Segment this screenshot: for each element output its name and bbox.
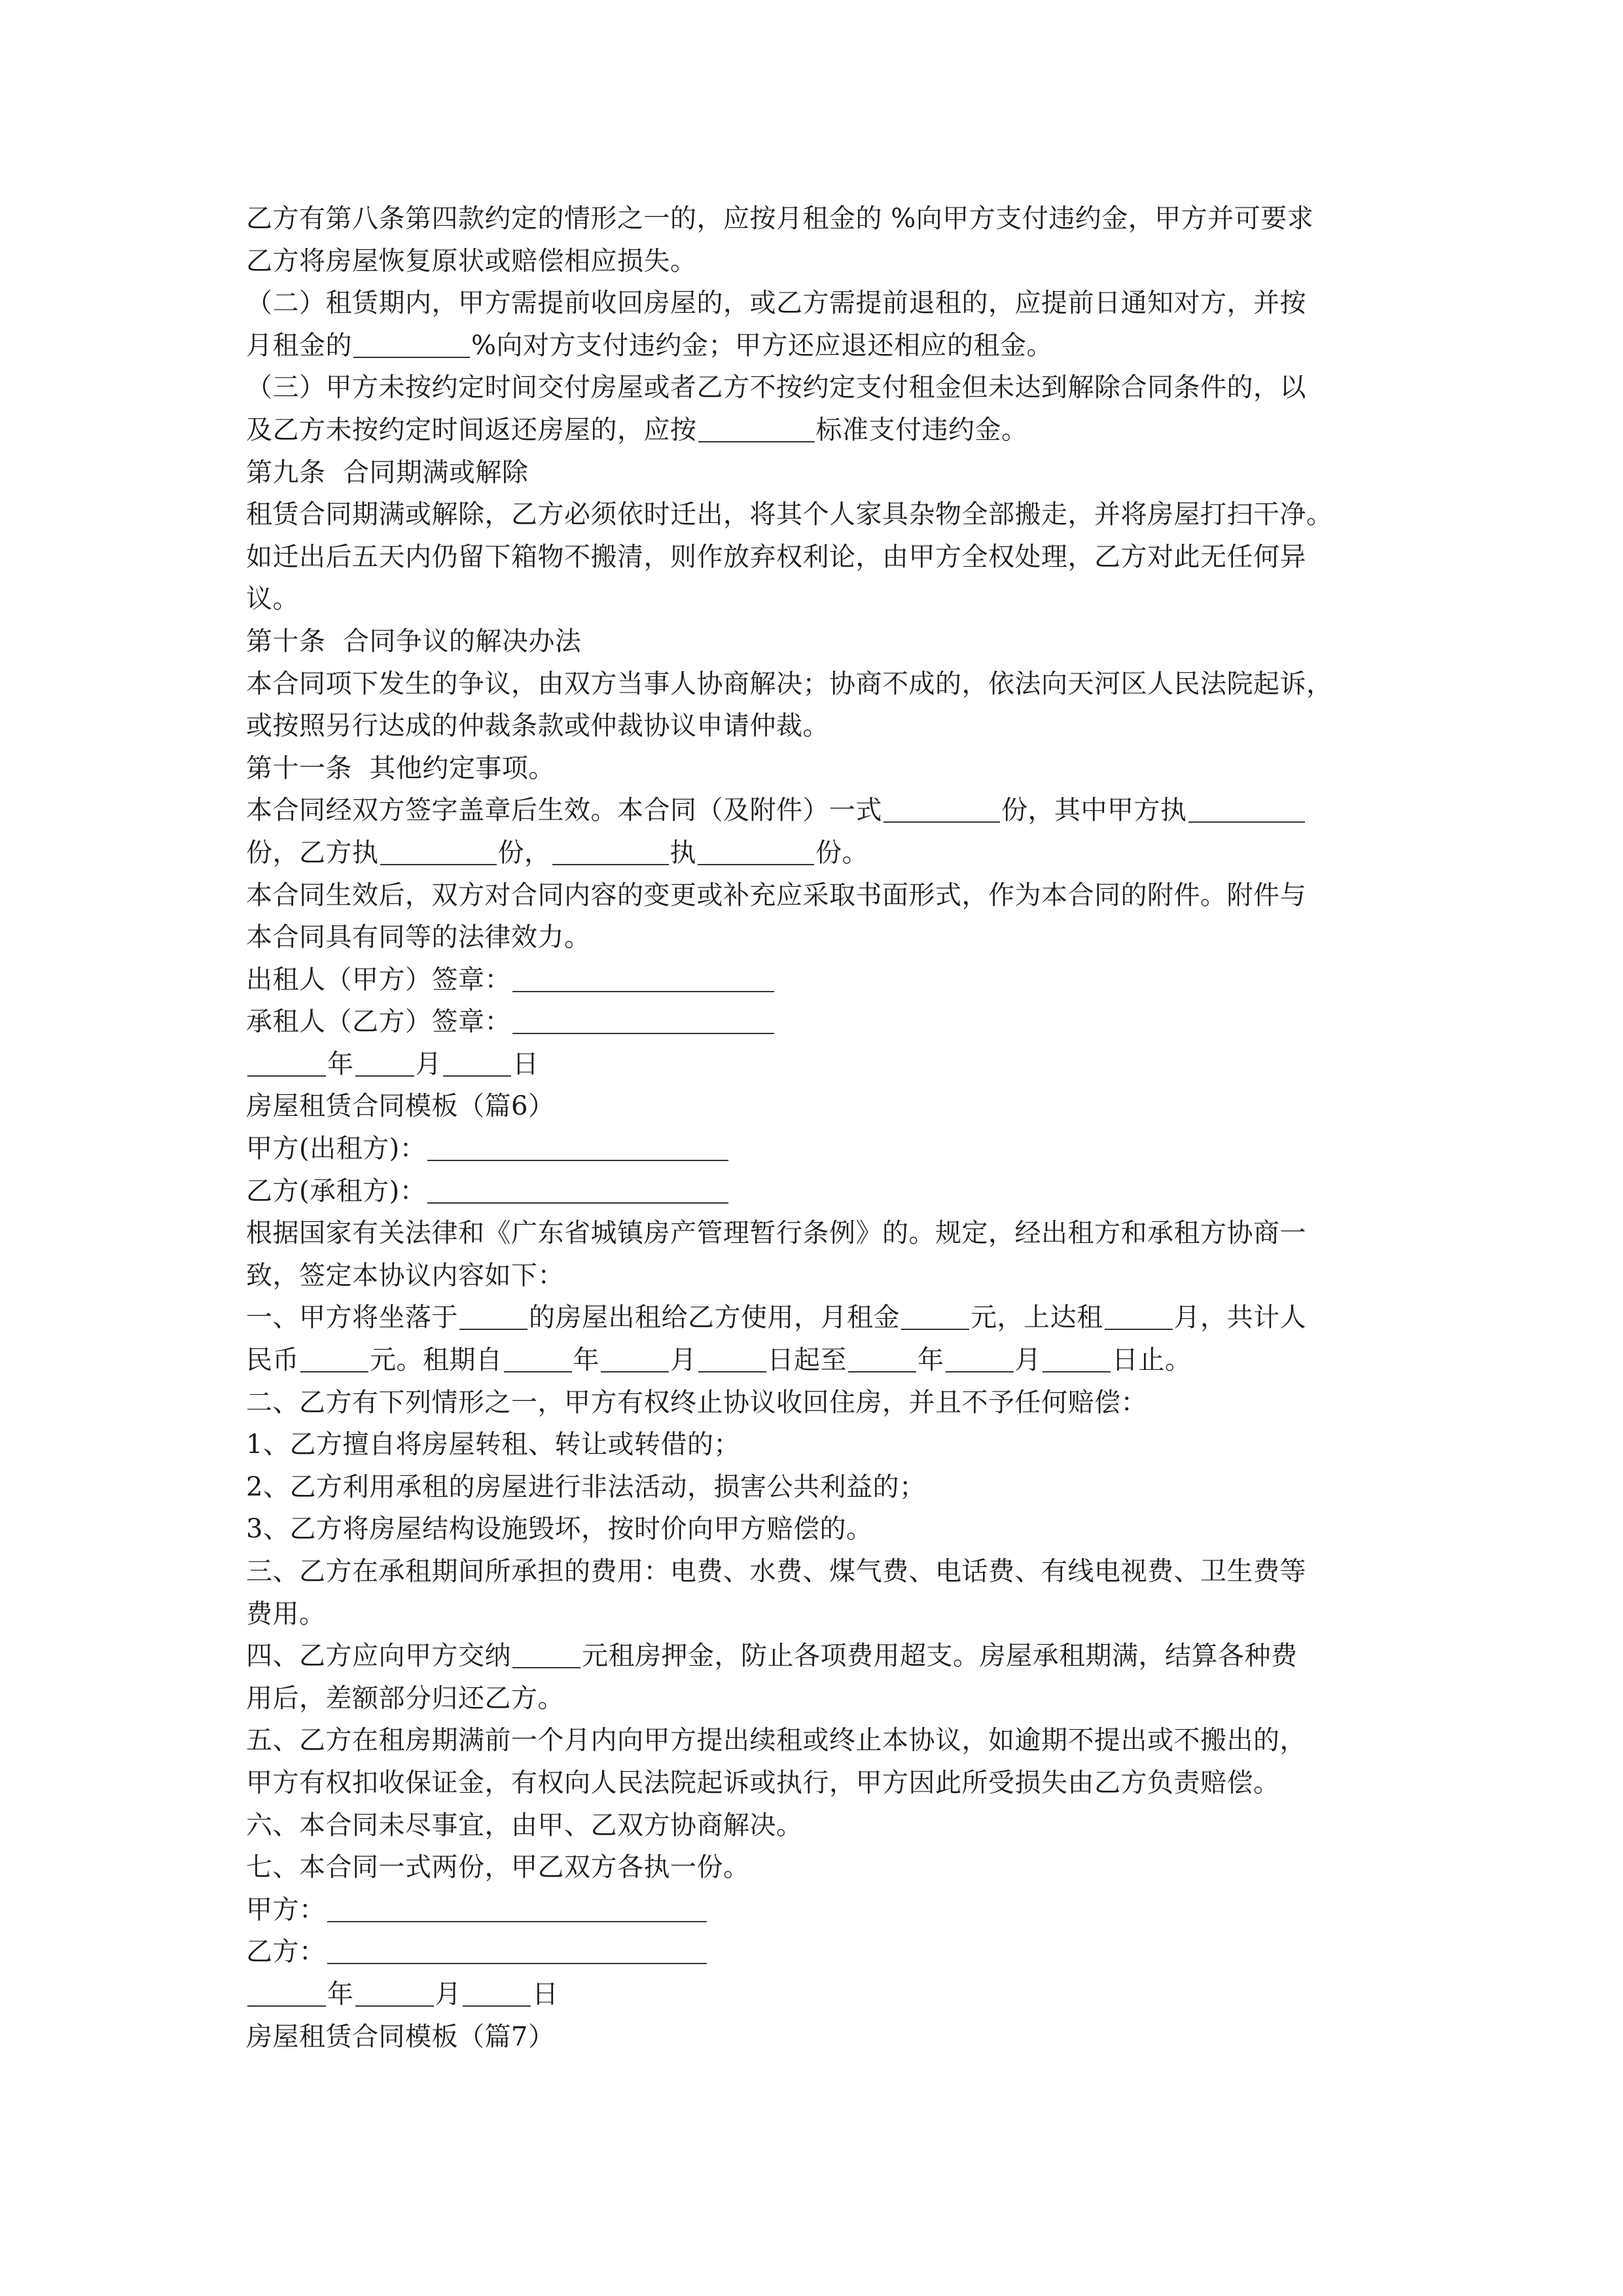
fill-blank: [698, 416, 815, 442]
line-text: 第九条 合同期满或解除: [246, 457, 529, 488]
line-text: 月: [670, 1345, 697, 1376]
line-text: 或按照另行达成的仲裁条款或仲裁协议申请仲裁。: [246, 711, 829, 742]
paragraph-line: [246, 240, 1385, 283]
fill-blank: [380, 839, 497, 865]
paragraph-line: [246, 493, 1385, 536]
paragraph-line: [246, 1212, 1385, 1255]
line-text: （二）租赁期内，甲方需提前收回房屋的，或乙方需提前退租的，应提前日通知对方，并按: [246, 288, 1306, 319]
line-text: 七、本合同一式两份，甲乙双方各执一份。: [246, 1852, 750, 1883]
line-text: 房屋租赁合同模板（篇6）: [246, 1091, 555, 1122]
day-blank: [463, 1981, 531, 2007]
paragraph-line: [246, 1593, 1385, 1636]
line-text: 月，共计人: [1173, 1302, 1306, 1333]
paragraph-line: [246, 789, 1385, 832]
line-text: 民币: [246, 1345, 299, 1376]
fill-blank: [1043, 1346, 1111, 1372]
line-text: 份。: [815, 837, 868, 868]
list-item: [246, 1424, 1385, 1466]
party-blank: [427, 1177, 728, 1204]
line-text: 本合同具有同等的法律效力。: [246, 922, 591, 953]
article-heading: [246, 620, 1385, 663]
line-text: 日: [512, 1049, 539, 1079]
line-text: 乙方将房屋恢复原状或赔偿相应损失。: [246, 245, 697, 276]
line-text: 份，其中甲方执: [1001, 795, 1187, 826]
line-text: 份，乙方执: [246, 837, 379, 868]
signature-blank: [327, 1938, 707, 1964]
line-text: 房屋租赁合同模板（篇7）: [246, 2021, 555, 2052]
line-text: 甲方有权扣收保证金，有权向人民法院起诉或执行，甲方因此所受损失由乙方负责赔偿。: [246, 1767, 1280, 1798]
fill-blank: [848, 1346, 916, 1372]
paragraph-line: [246, 916, 1385, 959]
line-text: 致，签定本协议内容如下：: [246, 1260, 564, 1291]
line-text: 元，上达租: [971, 1302, 1103, 1333]
line-text: 份，: [497, 837, 551, 868]
line-text: 元。租期自: [370, 1345, 503, 1376]
line-text: 五、乙方在租房期满前一个月内向甲方提出续租或终止本协议，如逾期不提出或不搬出的，: [246, 1725, 1306, 1756]
fill-blank: [512, 1642, 580, 1668]
fill-blank: [946, 1346, 1014, 1372]
paragraph-line: [246, 1677, 1385, 1720]
month-blank: [355, 1050, 414, 1077]
paragraph-line: [246, 1804, 1385, 1847]
section-title: [246, 2016, 1385, 2058]
fill-blank: [1105, 1304, 1173, 1330]
list-item: [246, 1508, 1385, 1551]
paragraph-line: [246, 1551, 1385, 1593]
line-text: 标准支付违约金。: [815, 414, 1028, 445]
line-text: 根据国家有关法律和《广东省城镇房产管理暂行条例》的。规定，经出租方和承租方协商一: [246, 1218, 1306, 1249]
paragraph-line: [246, 832, 1385, 874]
party-blank: [427, 1135, 728, 1161]
fill-blank: [1188, 797, 1305, 823]
paragraph-line: [246, 536, 1385, 579]
line-text: 月: [435, 1979, 461, 2009]
fill-blank: [901, 1304, 969, 1330]
signature-line-party-a: [246, 1889, 1385, 1931]
line-text: 租赁合同期满或解除，乙方必须依时迁出，将其个人家具杂物全部搬走，并将房屋打扫干净。: [246, 499, 1333, 530]
line-text: 日起至: [767, 1345, 847, 1376]
line-text: 三、乙方在承租期间所承担的费用：电费、水费、煤气费、电话费、有线电视费、卫生费等: [246, 1556, 1306, 1587]
fill-blank: [601, 1346, 669, 1372]
date-line: [246, 1973, 1385, 2016]
line-text: 年: [327, 1049, 354, 1079]
fill-blank: [698, 1346, 766, 1372]
paragraph-line: [246, 1635, 1385, 1677]
fill-blank: [459, 1304, 527, 1330]
line-text: 年: [573, 1345, 599, 1376]
article-heading: [246, 452, 1385, 494]
line-text: 乙方有第八条第四款约定的情形之一的，应按月租金的 %向甲方支付违约金，甲方并可要求: [246, 204, 1314, 234]
line-text: 乙方：: [246, 1937, 326, 1967]
paragraph-line: [246, 282, 1385, 325]
line-text: 甲方(出租方)：: [246, 1134, 427, 1164]
fill-blank: [353, 332, 470, 358]
line-text: 本合同经双方签字盖章后生效。本合同（及附件）一式: [246, 795, 882, 826]
line-text: 议。: [246, 584, 299, 615]
day-blank: [443, 1050, 511, 1077]
line-text: 二、乙方有下列情形之一，甲方有权终止协议收回住房，并且不予任何赔偿：: [246, 1387, 1147, 1418]
paragraph-line: [246, 1297, 1385, 1339]
line-text: 第十一条 其他约定事项。: [246, 753, 555, 783]
line-text: 月: [415, 1049, 442, 1079]
line-text: 第十条 合同争议的解决办法: [246, 626, 582, 656]
line-text: 乙方(承租方)：: [246, 1175, 427, 1206]
line-text: 日: [532, 1979, 559, 2009]
year-blank: [247, 1981, 326, 2007]
paragraph-line: [246, 874, 1385, 917]
paragraph-line: [246, 325, 1385, 367]
line-text: 本合同项下发生的争议，由双方当事人协商解决；协商不成的，依法向天河区人民法院起诉，: [246, 668, 1333, 699]
paragraph-line: [246, 578, 1385, 620]
line-text: 六、本合同未尽事宜，由甲、乙双方协商解决。: [246, 1810, 803, 1840]
line-text: 元租房押金，防止各项费用超支。房屋承租期满，结算各种费: [582, 1641, 1298, 1672]
paragraph-line: [246, 1339, 1385, 1382]
line-text: （三）甲方未按约定时间交付房屋或者乙方不按约定支付租金但未达到解除合同条件的，以: [246, 372, 1306, 403]
fill-blank: [504, 1346, 572, 1372]
article-heading: [246, 747, 1385, 790]
line-text: 甲方：: [246, 1894, 326, 1925]
line-text: 的房屋出租给乙方使用，月租金: [529, 1302, 900, 1333]
contract-text: [246, 198, 1385, 2058]
fill-blank: [552, 839, 669, 865]
line-text: 四、乙方应向甲方交纳: [246, 1641, 511, 1672]
party-a-line: [246, 1128, 1385, 1170]
line-text: 及乙方未按约定时间返还房屋的，应按: [246, 414, 697, 445]
paragraph-line: [246, 705, 1385, 747]
line-text: 如迁出后五天内仍留下箱物不搬清，则作放弃权利论，由甲方全权处理，乙方对此无任何异: [246, 541, 1306, 572]
line-text: 承租人（乙方）签章：: [246, 1007, 511, 1037]
paragraph-line: [246, 1382, 1385, 1424]
paragraph-line: [246, 367, 1385, 409]
signature-blank: [512, 1008, 774, 1034]
signature-blank: [512, 966, 774, 992]
year-blank: [247, 1050, 326, 1077]
list-item: [246, 1466, 1385, 1509]
line-text: 3、乙方将房屋结构设施毁坏，按时价向甲方赔偿的。: [246, 1514, 873, 1545]
party-b-line: [246, 1170, 1385, 1213]
signature-line-lessor: [246, 959, 1385, 1001]
month-blank: [355, 1981, 434, 2007]
date-line: [246, 1043, 1385, 1086]
line-text: 一、甲方将坐落于: [246, 1302, 458, 1333]
line-text: 年: [327, 1979, 354, 2009]
signature-blank: [327, 1896, 707, 1922]
paragraph-line: [246, 1762, 1385, 1804]
line-text: 本合同生效后，双方对合同内容的变更或补充应采取书面形式，作为本合同的附件。附件与: [246, 880, 1306, 910]
line-text: 年: [918, 1345, 944, 1376]
line-text: 执: [669, 837, 696, 868]
signature-line-lessee: [246, 1001, 1385, 1043]
paragraph-line: [246, 198, 1385, 240]
line-text: 用后，差额部分归还乙方。: [246, 1683, 564, 1713]
section-title: [246, 1085, 1385, 1128]
signature-line-party-b: [246, 1931, 1385, 1973]
fill-blank: [698, 839, 814, 865]
paragraph-line: [246, 1846, 1385, 1889]
line-text: 月租金的: [246, 330, 352, 361]
line-text: 出租人（甲方）签章：: [246, 964, 511, 995]
paragraph-line: [246, 1255, 1385, 1297]
line-text: %向对方支付违约金；甲方还应退还相应的租金。: [471, 330, 1054, 361]
fill-blank: [300, 1346, 368, 1372]
paragraph-line: [246, 409, 1385, 452]
line-text: 2、乙方利用承租的房屋进行非法活动，损害公共利益的；: [246, 1471, 926, 1502]
line-text: 日止。: [1112, 1345, 1192, 1376]
line-text: 费用。: [246, 1598, 326, 1629]
paragraph-line: [246, 663, 1385, 706]
line-text: 月: [1014, 1345, 1041, 1376]
paragraph-line: [246, 1719, 1385, 1762]
line-text: 1、乙方擅自将房屋转租、转让或转借的；: [246, 1429, 740, 1460]
fill-blank: [883, 797, 1000, 823]
